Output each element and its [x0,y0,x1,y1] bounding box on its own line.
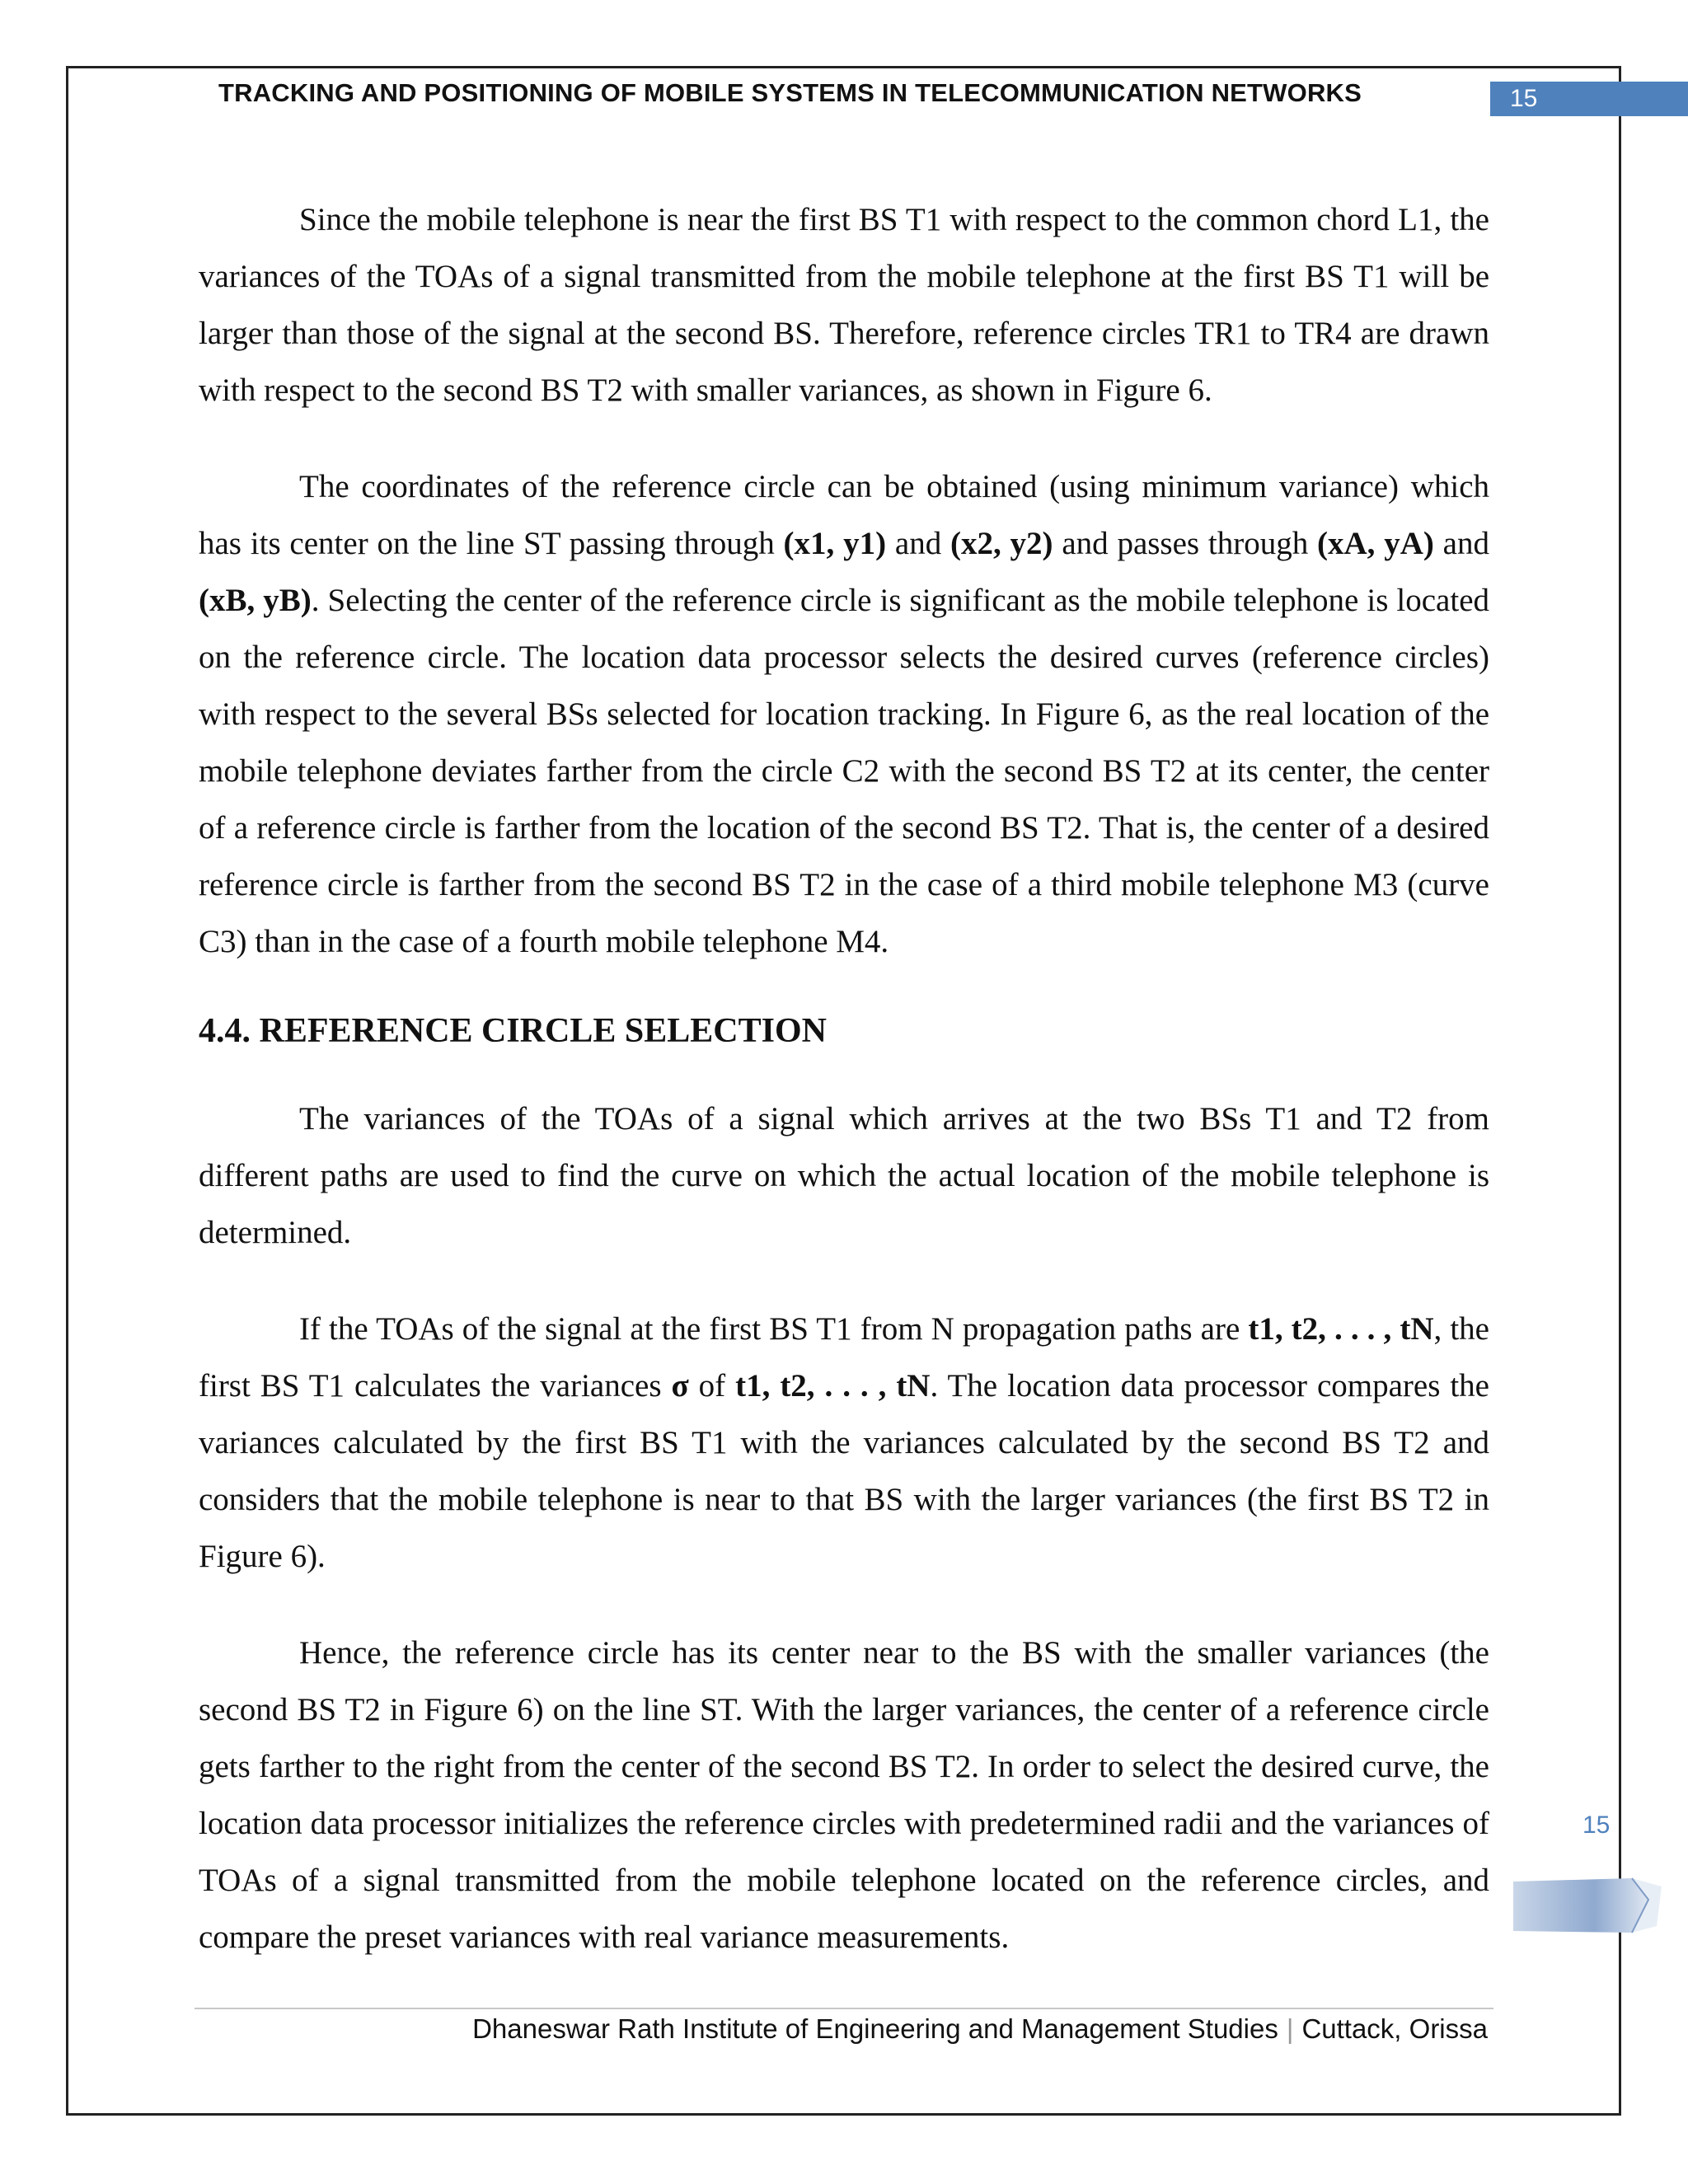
footer [472,2011,1488,2047]
section-heading: 4.4. REFERENCE CIRCLE SELECTION [199,1012,827,1050]
page-curl-decoration-icon [1508,1875,1665,1937]
body-paragraph: The variances of the TOAs of a signal which arrives at the two BSs T1 and T2 from different paths are used to find the curve on which the actual location of the mobile telephone is determined. [199,1101,1489,1250]
footer-location: Cuttack, Orissa [1301,2013,1488,2044]
body-paragraph: If the TOAs of the signal at the first BS T1 from N propagation paths are t1, t2, . . . , tN, the first BS T1 calculates the variances σ of t1, t2, . . . , tN. The location data processor compares the variances calculated by the first BS T1 with the variances calculated by the second BS T2 and considers that the mobile telephone is near to that BS with the larger variances (the first BS T2 in Figure 6). [199,1311,1489,1574]
body-paragraph: Hence, the reference circle has its center near to the BS with the smaller variances (the second BS T2 in Figure 6) on the line ST. With the larger variances, the center of a reference circle gets farther to the right from the center of the second BS T2. In order to select the desired curve, the location data processor initializes the reference circles with predetermined radii and the variances of TOAs of a signal transmitted from the mobile telephone located on the reference circles, and compare the preset variances with real variance measurements. [199,1635,1489,1955]
footer-divider [195,2008,1493,2009]
footer-separator: | [1286,2013,1294,2044]
running-header-title: TRACKING AND POSITIONING OF MOBILE SYSTEMS IN TELECOMMUNICATION NETWORKS [218,78,1362,107]
body-paragraph: Since the mobile telephone is near the first BS T1 with respect to the common chord L1, the variances of the TOAs of a signal transmitted from the mobile telephone at the first BS T1 will be larger than those of the signal at the second BS. Therefore, reference circles TR1 to TR4 are drawn with respect to the second BS T2 with smaller variances, as shown in Figure 6. [199,202,1489,408]
side-page-number: 15 [1582,1811,1611,1839]
body-paragraph: The coordinates of the reference circle can be obtained (using minimum variance) which has its center on the line ST passing through (x1, y1) and (x2, y2) and passes through (xA, yA) and (xB, yB). Selecting the center of the reference circle is significant as the mobile telephone is located on the reference circle. The location data processor selects the desired curves (reference circles) with respect to the several BSs selected for location tracking. In Figure 6, as the real location of the mobile telephone deviates farther from the circle C2 with the second BS T2 at its center, the center of a reference circle is farther from the location of the second BS T2. That is, the center of a desired reference circle is farther from the second BS T2 in the case of a third mobile telephone M3 (curve C3) than in the case of a fourth mobile telephone M4. [199,469,1490,959]
header-page-number: 15 [1490,82,1688,116]
footer-institute: Dhaneswar Rath Institute of Engineering and Management Studies [472,2013,1278,2044]
page-body [199,191,1489,1966]
